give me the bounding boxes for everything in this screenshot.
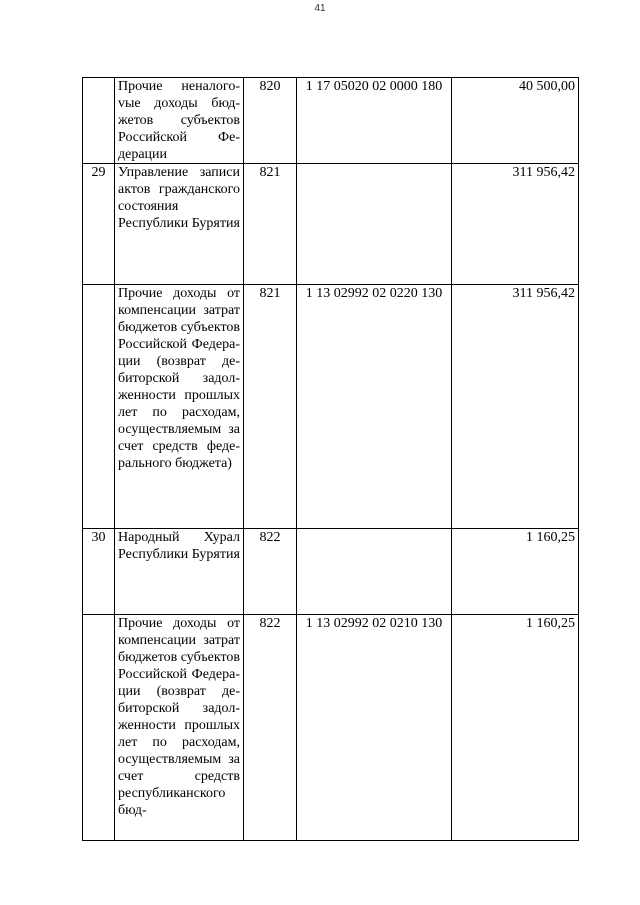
budget-classification-code-cell: 1 13 02992 02 0210 130 xyxy=(297,615,452,841)
income-name-text: Народный Хурал Республики Бурятия xyxy=(118,530,240,562)
budget-classification-code-cell xyxy=(297,529,452,615)
row-number-cell xyxy=(83,615,115,841)
income-name-cell xyxy=(115,285,244,529)
table-row xyxy=(83,78,579,164)
income-name-text: Прочие доходы от компенсации затрат бюджетов субъектов Российской Федерации (возврат дебиторской задолженности прошлых лет по расходам, осуществляемым за счет средств республиканского бюд- xyxy=(118,616,240,818)
income-name-text: Прочие доходы от компенсации затрат бюджетов субъектов Российской Федерации (возврат дебиторской задолженности прошлых лет по расходам, осуществляемым за счет средств федерального бюджета) xyxy=(118,286,240,471)
table-row xyxy=(83,285,579,529)
row-number-cell xyxy=(83,285,115,529)
income-name-cell xyxy=(115,78,244,164)
administrator-code-cell: 822 xyxy=(244,615,297,841)
page-number: 41 xyxy=(314,3,326,14)
budget-classification-code-cell: 1 13 02992 02 0220 130 xyxy=(297,285,452,529)
amount-cell: 40 500,00 xyxy=(452,78,579,164)
amount-cell: 311 956,42 xyxy=(452,285,579,529)
table-row xyxy=(83,529,579,615)
row-number-cell: 29 xyxy=(83,164,115,285)
income-name-text: Прочие неналогоvые доходы бюджетов субъектов Российской Федерации xyxy=(118,79,240,162)
amount-cell: 1 160,25 xyxy=(452,615,579,841)
administrator-code-cell: 822 xyxy=(244,529,297,615)
administrator-code-cell: 820 xyxy=(244,78,297,164)
administrator-code-cell: 821 xyxy=(244,285,297,529)
budget-income-table xyxy=(82,77,579,841)
administrator-code-cell: 821 xyxy=(244,164,297,285)
budget-classification-code-cell: 1 17 05020 02 0000 180 xyxy=(297,78,452,164)
income-name-cell xyxy=(115,529,244,615)
amount-cell: 1 160,25 xyxy=(452,529,579,615)
amount-cell: 311 956,42 xyxy=(452,164,579,285)
budget-classification-code-cell xyxy=(297,164,452,285)
income-name-cell xyxy=(115,164,244,285)
table-row xyxy=(83,164,579,285)
row-number-cell xyxy=(83,78,115,164)
row-number-cell: 30 xyxy=(83,529,115,615)
income-name-text: Управление записи актов гражданского состояния Республики Бурятия xyxy=(118,165,240,231)
income-name-cell xyxy=(115,615,244,841)
table-row xyxy=(83,615,579,841)
